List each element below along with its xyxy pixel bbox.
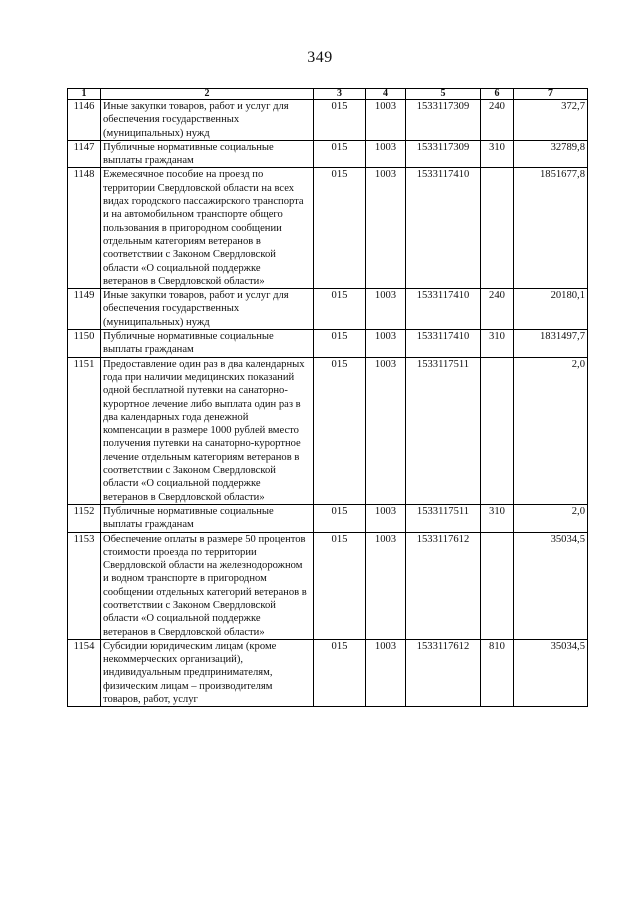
row-code-section: 1003 (366, 100, 406, 141)
page-number: 349 (307, 49, 333, 66)
row-code-expense-type: 310 (481, 330, 514, 358)
table-row (68, 289, 588, 330)
column-header: 2 (101, 89, 314, 100)
row-number: 1146 (68, 100, 101, 141)
row-name: Ежемесячное пособие на проезд по территории Свердловской области на всех видах городского пассажирского транспорта и на автомобильном транспорте общего пользования в пригородном сообщении отдельным категориям ветеранов в соответствии с Законом Свердловской области «О социальной поддержке ветеранов в Свердловской области» (101, 168, 314, 289)
row-code-ministry: 015 (314, 330, 366, 358)
budget-table (67, 88, 588, 707)
row-code-section: 1003 (366, 168, 406, 289)
table-row (68, 100, 588, 141)
row-code-section: 1003 (366, 330, 406, 358)
table-row (68, 532, 588, 639)
row-amount: 2,0 (514, 357, 588, 504)
row-number: 1150 (68, 330, 101, 358)
row-amount: 20180,1 (514, 289, 588, 330)
row-code-target: 1533117309 (406, 100, 481, 141)
row-code-ministry: 015 (314, 100, 366, 141)
row-amount: 372,7 (514, 100, 588, 141)
row-code-ministry: 015 (314, 168, 366, 289)
row-number: 1148 (68, 168, 101, 289)
row-name: Предоставление один раз в два календарных года при наличии медицинских показаний одной бесплатной путевки на санаторно- курортное лечение либо выплата один раз в два календарных года денежной компенсации в размере 1000 рублей вместо получения путевки на санаторно-курортное лечение отдельным категориям ветеранов в соответствии с Законом Свердловской области «О социальной поддержке ветеранов в Свердловской области» (101, 357, 314, 504)
row-code-expense-type: 810 (481, 639, 514, 706)
row-code-target: 1533117612 (406, 639, 481, 706)
row-code-ministry: 015 (314, 140, 366, 168)
row-amount: 2,0 (514, 504, 588, 532)
row-number: 1152 (68, 504, 101, 532)
row-code-target: 1533117410 (406, 289, 481, 330)
row-code-target: 1533117612 (406, 532, 481, 639)
row-code-section: 1003 (366, 357, 406, 504)
row-code-ministry: 015 (314, 289, 366, 330)
row-code-target: 1533117410 (406, 330, 481, 358)
row-name: Иные закупки товаров, работ и услуг для обеспечения государственных (муниципальных) нужд (101, 100, 314, 141)
row-code-section: 1003 (366, 639, 406, 706)
table-row (68, 504, 588, 532)
row-name: Субсидии юридическим лицам (кроме некоммерческих организаций), индивидуальным предпринимателям, физическим лицам – производителям товаров, работ, услуг (101, 639, 314, 706)
table-row (68, 639, 588, 706)
row-code-expense-type: 240 (481, 289, 514, 330)
row-number: 1147 (68, 140, 101, 168)
row-code-target: 1533117410 (406, 168, 481, 289)
row-code-section: 1003 (366, 504, 406, 532)
row-amount: 1851677,8 (514, 168, 588, 289)
row-amount: 1831497,7 (514, 330, 588, 358)
row-code-target: 1533117511 (406, 504, 481, 532)
row-code-section: 1003 (366, 140, 406, 168)
column-header: 4 (366, 89, 406, 100)
row-code-ministry: 015 (314, 357, 366, 504)
row-code-expense-type (481, 168, 514, 289)
row-name: Иные закупки товаров, работ и услуг для обеспечения государственных (муниципальных) нужд (101, 289, 314, 330)
column-header: 7 (514, 89, 588, 100)
row-number: 1154 (68, 639, 101, 706)
column-header: 1 (68, 89, 101, 100)
table-row (68, 140, 588, 168)
row-name: Публичные нормативные социальные выплаты гражданам (101, 140, 314, 168)
row-number: 1151 (68, 357, 101, 504)
row-code-expense-type (481, 357, 514, 504)
row-name: Обеспечение оплаты в размере 50 процентов стоимости проезда по территории Свердловской области на железнодорожном и водном транспорте в пригородном сообщении отдельных категорий ветеранов в соответствии с Законом Свердловской области «О социальной поддержке ветеранов в Свердловской области» (101, 532, 314, 639)
row-name: Публичные нормативные социальные выплаты гражданам (101, 504, 314, 532)
row-amount: 35034,5 (514, 532, 588, 639)
table-header-row (68, 89, 588, 100)
row-number: 1149 (68, 289, 101, 330)
row-code-expense-type: 310 (481, 140, 514, 168)
row-number: 1153 (68, 532, 101, 639)
table-row (68, 330, 588, 358)
column-header: 3 (314, 89, 366, 100)
row-name: Публичные нормативные социальные выплаты гражданам (101, 330, 314, 358)
row-code-section: 1003 (366, 289, 406, 330)
row-amount: 32789,8 (514, 140, 588, 168)
row-code-expense-type: 310 (481, 504, 514, 532)
row-code-section: 1003 (366, 532, 406, 639)
row-code-expense-type (481, 532, 514, 639)
row-code-target: 1533117511 (406, 357, 481, 504)
table-row (68, 357, 588, 504)
table-row (68, 168, 588, 289)
row-code-target: 1533117309 (406, 140, 481, 168)
row-amount: 35034,5 (514, 639, 588, 706)
column-header: 5 (406, 89, 481, 100)
column-header: 6 (481, 89, 514, 100)
row-code-expense-type: 240 (481, 100, 514, 141)
row-code-ministry: 015 (314, 639, 366, 706)
row-code-ministry: 015 (314, 504, 366, 532)
row-code-ministry: 015 (314, 532, 366, 639)
